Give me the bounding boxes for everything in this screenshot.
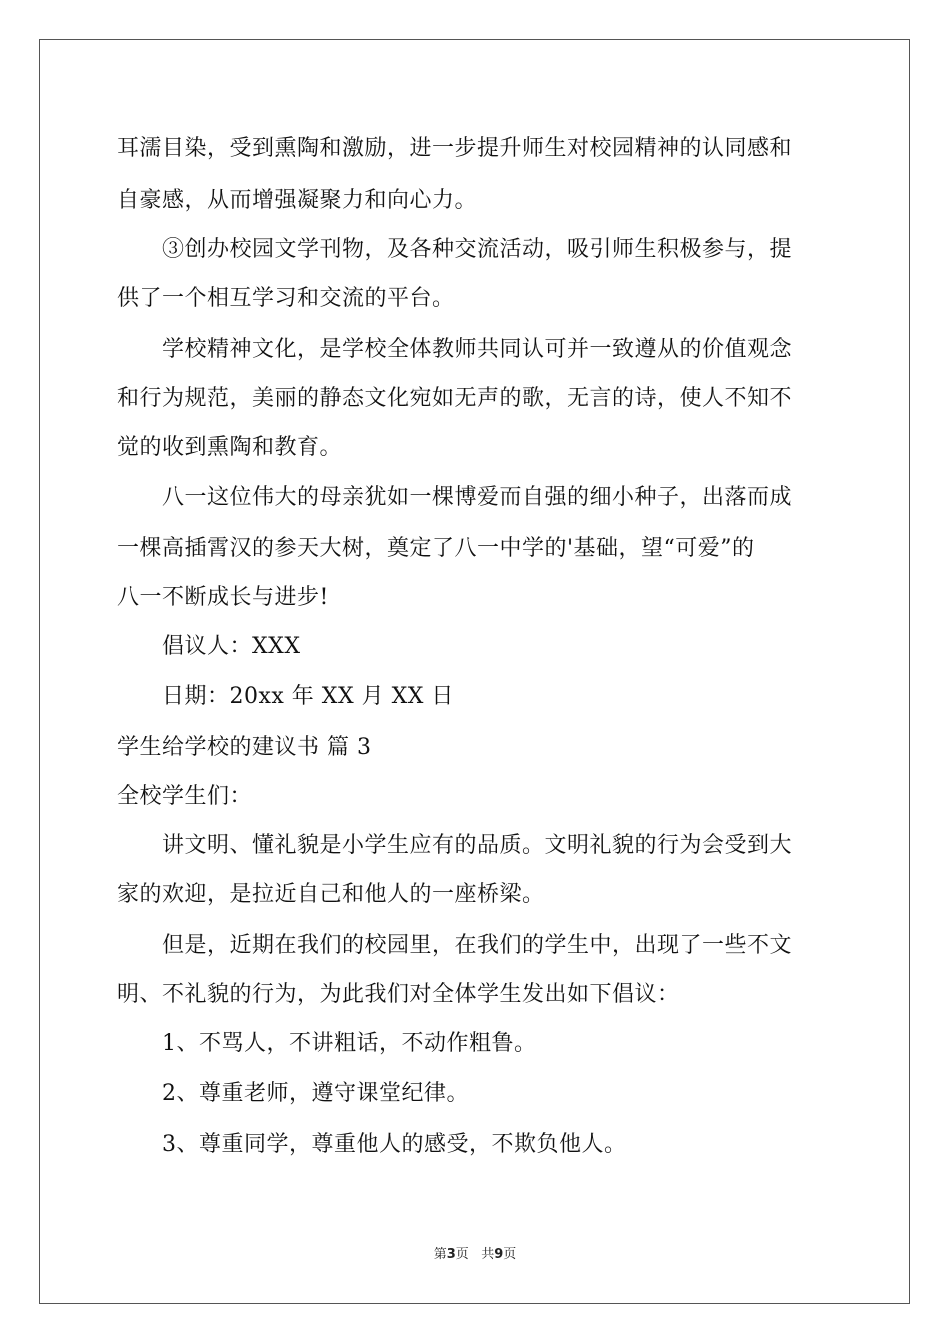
- text-line-10: 八一不断成长与进步!: [117, 585, 329, 610]
- section-heading: 学生给学校的建议书 篇 3: [117, 735, 372, 760]
- text-line-2: 自豪感，从而增强凝聚力和向心力。: [117, 188, 478, 213]
- text-line-1: 耳濡目染，受到熏陶和激励，进一步提升师生对校园精神的认同感和: [117, 136, 793, 161]
- list-item-3: 3、尊重同学，尊重他人的感受，不欺负他人。: [117, 1132, 627, 1157]
- footer-prefix: 第: [433, 1247, 447, 1262]
- text-line-16: 家的欢迎，是拉近自己和他人的一座桥梁。: [117, 882, 545, 907]
- text-line-6: 和行为规范，美丽的静态文化宛如无声的歌，无言的诗，使人不知不: [117, 386, 793, 411]
- text-line-15: 讲文明、懂礼貌是小学生应有的品质。文明礼貌的行为会受到大: [117, 833, 793, 858]
- text-line-8: 八一这位伟大的母亲犹如一棵博爱而自强的细小种子，出落而成: [117, 485, 793, 510]
- proposer-line: 倡议人：XXX: [117, 634, 301, 659]
- footer-total-prefix: 共: [481, 1247, 495, 1262]
- text-line-4: 供了一个相互学习和交流的平台。: [117, 286, 455, 311]
- page-border: [39, 39, 910, 1304]
- text-line-9: 一棵高插霄汉的参天大树，奠定了八一中学的'基础，望“可爱”的: [117, 536, 755, 561]
- text-line-17: 但是，近期在我们的校园里，在我们的学生中，出现了一些不文: [117, 933, 793, 958]
- page-footer: [0, 1246, 950, 1264]
- text-line-3: ③创办校园文学刊物，及各种交流活动，吸引师生积极参与，提: [117, 237, 793, 262]
- list-item-2: 2、尊重老师，遵守课堂纪律。: [117, 1081, 469, 1106]
- list-item-1: 1、不骂人，不讲粗话，不动作粗鲁。: [117, 1031, 537, 1056]
- text-line-18: 明、不礼貌的行为，为此我们对全体学生发出如下倡议：: [117, 982, 680, 1007]
- footer-page-number: 3: [446, 1247, 456, 1262]
- footer-page-suffix: 页: [455, 1247, 469, 1262]
- text-line-5: 学校精神文化，是学校全体教师共同认可并一致遵从的价值观念: [117, 337, 793, 362]
- salutation-line: 全校学生们：: [117, 784, 253, 809]
- footer-total-pages: 9: [494, 1247, 504, 1262]
- footer-total-suffix: 页: [503, 1247, 517, 1262]
- text-line-7: 觉的收到熏陶和教育。: [117, 435, 343, 460]
- date-line: 日期：20xx 年 XX 月 XX 日: [117, 684, 454, 709]
